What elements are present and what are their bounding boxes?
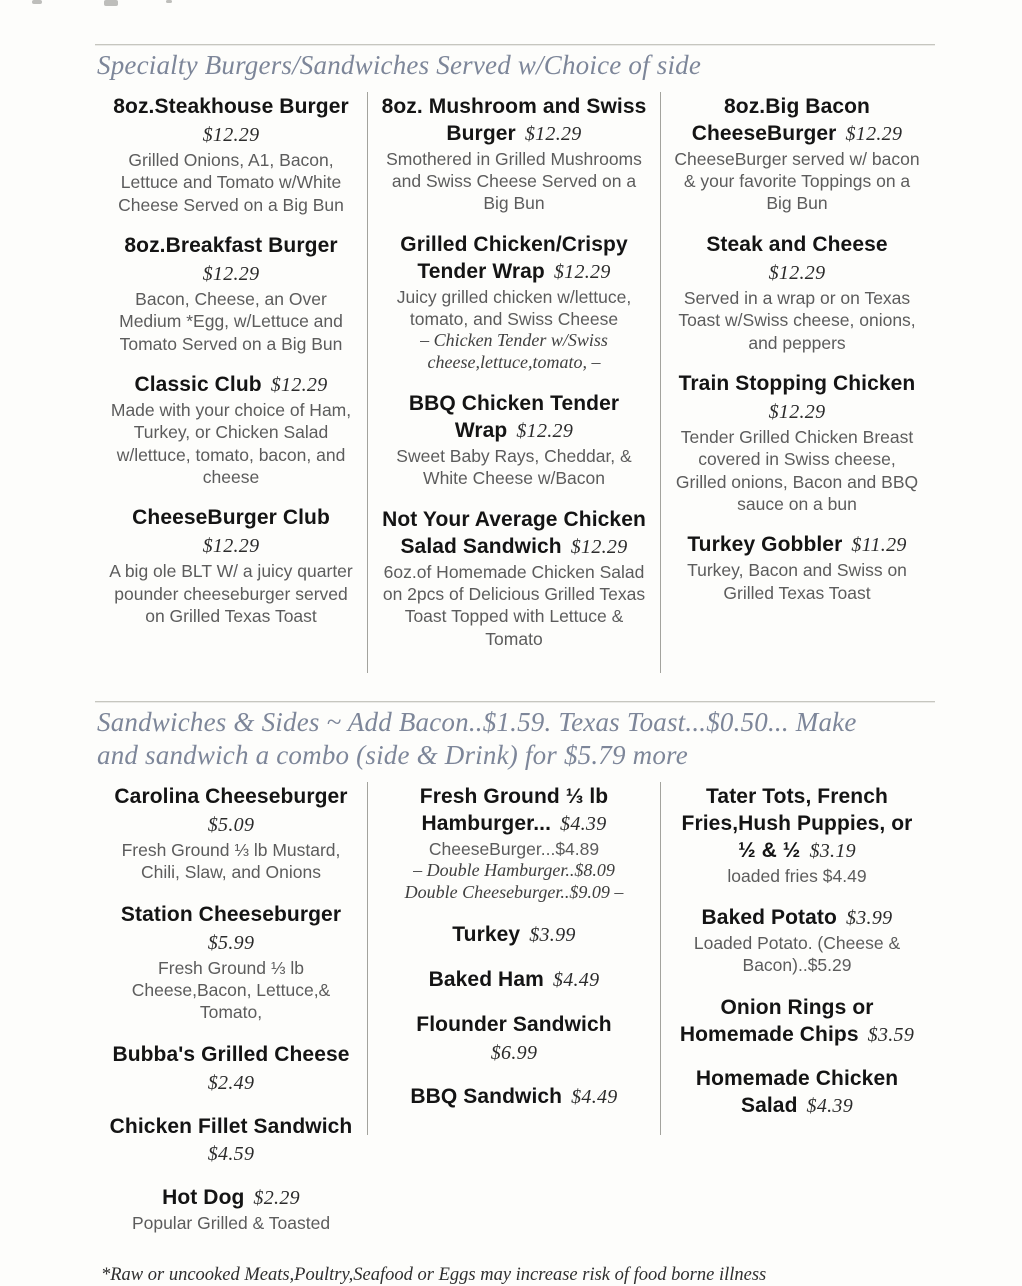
item-description: Double Cheeseburger..$9.09 – [404,882,624,903]
item-name: Turkey Gobbler [687,533,843,557]
item-name: Baked Ham [428,967,544,991]
section-columns [95,92,935,673]
item-price: $12.29 [516,420,574,443]
item-description: Tender Grilled Chicken Breast covered in Swiss cheese, Grilled onions, Bacon and BBQ sauce on a bun [675,426,919,514]
item-name-line [378,94,650,148]
item-description: Fresh Ground ⅓ lb Mustard, Chili, Slaw, and Onions [121,839,341,883]
item-price: $12.29 [270,374,328,397]
item-name-line [378,967,650,994]
item-price: $4.59 [207,1143,255,1166]
item-price-line [105,1070,357,1096]
item-name-line [378,1012,650,1039]
menu-column-1 [95,92,367,651]
item-price: $2.49 [207,1071,255,1094]
item-name: Baked Potato [701,906,837,930]
item-price-line [105,812,357,838]
item-description: 6oz.of Homemade Chicken Salad on 2pcs of Delicious Grilled Texas Toast Topped with Lettuce & Tomato [382,561,646,649]
menu-item [105,505,357,627]
item-price-line [671,260,923,286]
item-price: $3.99 [529,924,576,947]
item-name-line [671,905,923,932]
menu-item [105,1185,357,1234]
menu-item [378,1084,650,1111]
menu-column-2 [367,782,661,1135]
item-price: $4.39 [806,1095,854,1118]
item-name: Turkey [452,923,521,947]
item-name: BBQ Chicken Tender Wrap [408,392,620,443]
item-price: $12.29 [202,262,260,285]
item-price-line [378,1040,650,1066]
menu-section-specialty [95,44,935,673]
menu-item [671,232,923,354]
menu-item [378,967,650,994]
menu-item [105,372,357,488]
item-price: $12.29 [768,261,826,284]
item-price: $12.29 [768,400,826,423]
item-price: $5.99 [207,931,255,954]
section-title-sandwiches-sides: Sandwiches & Sides ~ Add Bacon..$1.59. Texas Toast...$0.50... Make and sandwich a combo (side & Drink) for $5.79 more [97,707,857,771]
item-name: Classic Club [134,373,262,397]
item-name-line [671,784,923,865]
item-description: loaded fries $4.49 [727,865,867,886]
item-price: $12.29 [570,535,628,558]
menu-page [95,0,935,1286]
section-divider-line [95,701,935,702]
item-price: $11.29 [851,534,907,557]
menu-item [378,232,650,374]
menu-item [378,922,650,949]
item-name: Steak and Cheese [706,232,888,256]
item-price: $12.29 [524,122,582,145]
item-description: CheeseBurger served w/ bacon & your favorite Toppings on a Big Bun [674,148,920,214]
item-price: $4.49 [571,1085,618,1108]
item-price: $12.29 [845,122,903,145]
item-price: $3.59 [867,1023,915,1046]
item-price-line [671,399,923,425]
item-description: Sweet Baby Rays, Cheddar, & White Cheese w/Bacon [396,446,632,489]
item-name: 8oz. Mushroom and Swiss Burger [381,94,647,145]
item-price-line [105,1141,357,1167]
item-name-line [671,1066,923,1120]
item-name-line [671,371,923,398]
menu-section-sandwiches-sides [95,701,935,1259]
menu-item [105,902,357,1024]
menu-item [378,784,650,904]
item-price-line [105,930,357,956]
item-name-line [105,505,357,532]
item-name-line [105,902,357,929]
section-columns [95,782,935,1259]
item-name: BBQ Sandwich [410,1084,563,1108]
item-description: Loaded Potato. (Cheese & Bacon)..$5.29 [693,932,901,976]
item-name-line [105,233,357,260]
menu-item [105,233,357,355]
item-price: $3.19 [809,839,856,862]
item-name: Bubba's Grilled Cheese [112,1042,350,1066]
item-description: – Double Hamburger..$8.09 [413,860,615,881]
item-name-line [105,372,357,399]
section-divider-line [95,44,935,45]
menu-item [671,532,923,604]
item-name: Fresh Ground ⅓ lb Hamburger... [419,785,609,835]
item-name-line [105,94,357,121]
item-name: Hot Dog [162,1186,245,1210]
item-description: Smothered in Grilled Mushrooms and Swiss Cheese Served on a Big Bun [386,148,642,214]
item-name: Flounder Sandwich [416,1012,612,1036]
menu-column-1 [95,782,367,1259]
item-name-line [378,507,650,561]
item-name-line [378,391,650,445]
item-name: 8oz.Breakfast Burger [124,233,338,257]
menu-item [378,1012,650,1066]
item-description: Popular Grilled & Toasted [131,1213,331,1234]
item-name-line [671,995,923,1049]
menu-column-3 [661,92,933,627]
item-description: CheeseBurger...$4.89 [428,838,600,859]
item-description: Bacon, Cheese, an Over Medium *Egg, w/Lettuce and Tomato Served on a Big Bun [119,288,343,354]
disclaimer-note: *Raw or uncooked Meats,Poultry,Seafood or Eggs may increase risk of food borne illness [101,1264,767,1285]
menu-item [105,1114,357,1168]
scan-artifact [32,0,42,4]
item-name-line [378,784,650,838]
item-description: Made with your choice of Ham, Turkey, or Chicken Salad w/lettuce, tomato, bacon, and cheese [110,399,352,488]
item-description: A big ole BLT W/ a juicy quarter pounder cheeseburger served on Grilled Texas Toast [109,561,353,627]
menu-item [105,94,357,216]
item-price-line [105,533,357,559]
item-price: $12.29 [553,260,611,283]
menu-item [671,371,923,515]
item-description: Grilled Onions, A1, Bacon, Lettuce and Tomato w/White Cheese Served on a Big Bun [118,149,344,215]
item-name: CheeseBurger Club [132,506,330,530]
menu-item [671,905,923,977]
item-price-line [105,261,357,287]
item-name: Homemade Chicken Salad [695,1067,899,1118]
item-name: Onion Rings or Homemade Chips [679,995,874,1046]
menu-column-2 [367,92,661,673]
item-name-line [671,532,923,559]
item-price: $5.09 [207,813,255,836]
item-name-line [105,1185,357,1212]
item-name-line [105,784,357,811]
item-price: $6.99 [490,1041,538,1064]
item-description: Fresh Ground ⅓ lb Cheese,Bacon, Lettuce,& Tomato, [131,957,331,1023]
menu-item [671,94,923,215]
item-name: Train Stopping Chicken [678,371,916,395]
item-name-line [378,1084,650,1111]
item-price: $4.39 [560,812,607,835]
item-name-line [671,232,923,259]
menu-item [378,94,650,215]
item-description: Served in a wrap or on Texas Toast w/Swiss cheese, onions, and peppers [678,287,916,353]
menu-item [671,1066,923,1120]
item-description: Juicy grilled chicken w/lettuce, tomato, and Swiss Cheese [396,286,632,329]
menu-column-3 [661,782,933,1144]
item-description: – Chicken Tender w/Swiss cheese,lettuce,tomato, – [420,330,608,373]
menu-item [378,507,650,650]
item-name: Station Cheeseburger [120,902,342,926]
item-name-line [671,94,923,148]
item-price: $12.29 [202,123,260,146]
item-name-line [105,1042,357,1069]
menu-item [671,995,923,1049]
item-price: $12.29 [202,535,260,558]
item-name: Tater Tots, French Fries,Hush Puppies, or ½ & ½ [681,785,913,862]
item-name: Carolina Cheeseburger [114,785,348,809]
item-name-line [378,232,650,286]
item-name-line [378,922,650,949]
menu-item [105,1042,357,1096]
item-price: $2.29 [253,1187,300,1210]
section-title-specialty: Specialty Burgers/Sandwiches Served w/Choice of side [97,50,702,80]
menu-sections [95,44,935,1259]
item-price: $3.99 [845,907,893,930]
item-name-line [105,1114,357,1141]
item-name: Not Your Average Chicken Salad Sandwich [382,507,646,558]
menu-item [378,391,650,490]
menu-item [671,784,923,887]
item-description: Turkey, Bacon and Swiss on Grilled Texas Toast [687,560,907,603]
item-name: Chicken Fillet Sandwich [109,1114,353,1138]
item-name: 8oz.Big Bacon CheeseBurger [691,94,870,145]
item-price: $4.49 [552,968,600,991]
item-name: Grilled Chicken/Crispy Tender Wrap [400,232,628,283]
item-name: 8oz.Steakhouse Burger [113,94,349,118]
item-price-line [105,122,357,148]
menu-item [105,784,357,884]
